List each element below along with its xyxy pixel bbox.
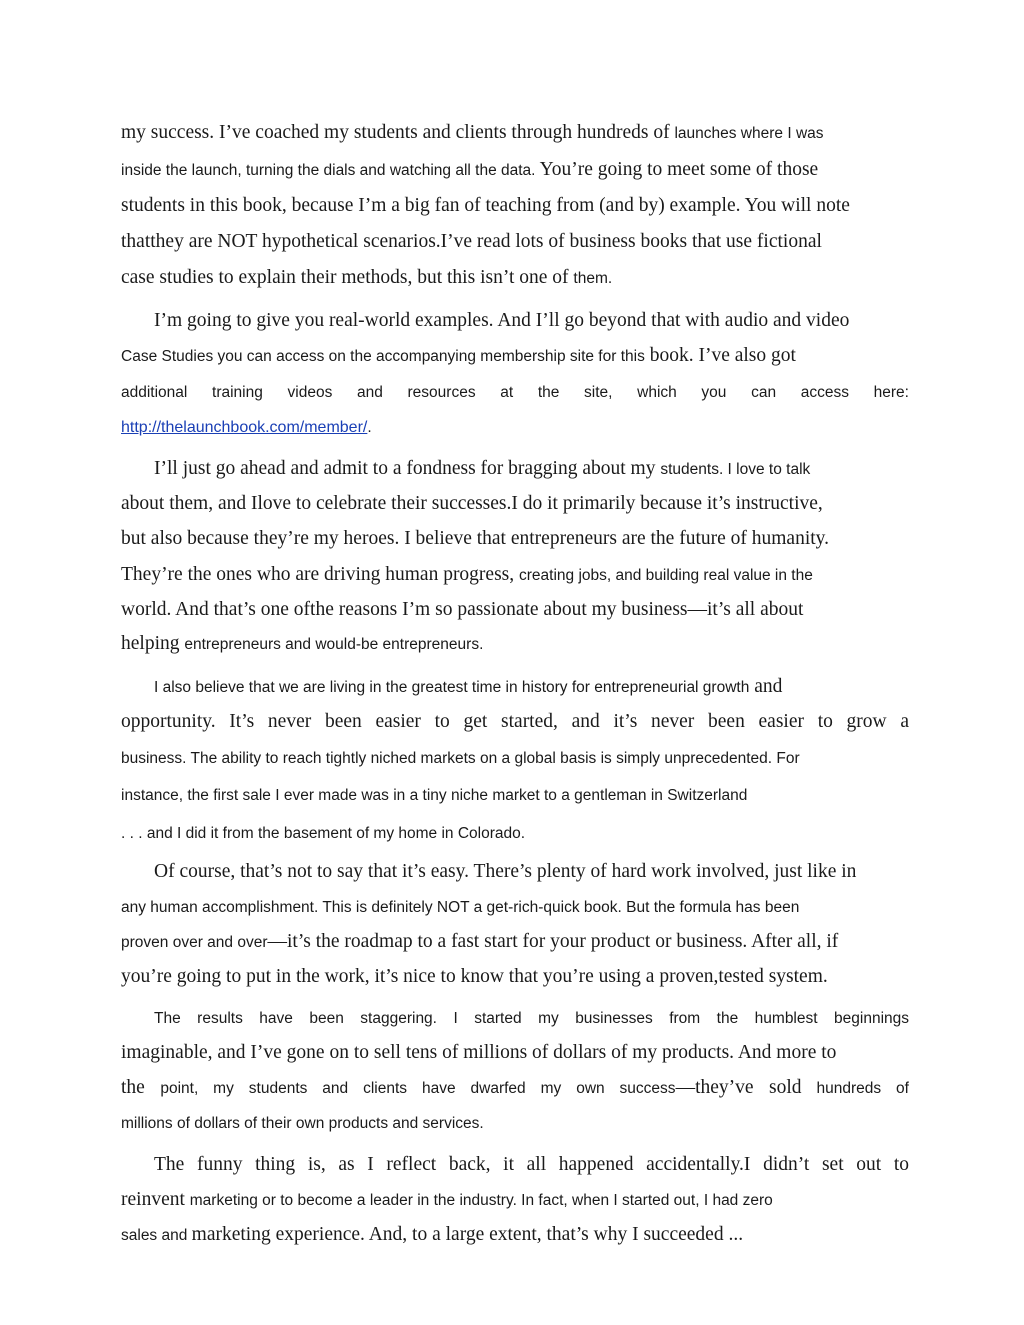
text-line: helping entrepreneurs and would-be entrepreneurs. xyxy=(121,633,484,654)
text-line: The funny thing is, as I reflect back, it all happened accidentally.I didn’t set out to xyxy=(154,1154,909,1175)
text-line: sales and marketing experience. And, to a large extent, that’s why I succeeded ... xyxy=(121,1224,744,1245)
text-line: Case Studies you can access on the accompanying membership site for this book. I’ve also got xyxy=(121,345,796,366)
text-line: . . . and I did it from the basement of my home in Colorado. xyxy=(121,825,526,842)
member-site-link[interactable]: http://thelaunchbook.com/member/ xyxy=(121,419,368,436)
text-line: reinvent marketing or to become a leader in the industry. In fact, when I started out, I had zero xyxy=(121,1189,773,1210)
text-line: millions of dollars of their own products and services. xyxy=(121,1115,484,1132)
text-line: any human accomplishment. This is definitely NOT a get-rich-quick book. But the formula has been xyxy=(121,899,800,916)
text-line: my success. I’ve coached my students and clients through hundreds of launches where I was xyxy=(121,122,824,143)
text-line: I’m going to give you real-world examples. And I’ll go beyond that with audio and video xyxy=(154,310,850,331)
text-line: thatthey are NOT hypothetical scenarios.I’ve read lots of business books that use fictional xyxy=(121,231,822,252)
text-line: They’re the ones who are driving human progress, creating jobs, and building real value in the xyxy=(121,564,813,585)
text-line: business. The ability to reach tightly niched markets on a global basis is simply unprecedented. For xyxy=(121,750,800,767)
text-line: inside the launch, turning the dials and watching all the data. You’re going to meet some of those xyxy=(121,159,819,180)
text-line: http://thelaunchbook.com/member/. xyxy=(121,419,372,436)
text-line: you’re going to put in the work, it’s nice to know that you’re using a proven,tested system. xyxy=(121,966,828,987)
text-line: Of course, that’s not to say that it’s easy. There’s plenty of hard work involved, just like in xyxy=(154,861,857,882)
text-line: I’ll just go ahead and admit to a fondness for bragging about my students. I love to talk xyxy=(154,458,811,479)
text-line: proven over and over—it’s the roadmap to a fast start for your product or business. After all, if xyxy=(121,931,839,952)
text-line: I also believe that we are living in the greatest time in history for entrepreneurial growth and xyxy=(154,676,783,697)
text-line: The results have been staggering. I started my businesses from the humblest beginnings xyxy=(154,1010,909,1027)
text-line: case studies to explain their methods, but this isn’t one of them. xyxy=(121,267,613,288)
text-line: instance, the first sale I ever made was in a tiny niche market to a gentleman in Switzerland xyxy=(121,787,748,804)
text-line: students in this book, because I’m a big fan of teaching from (and by) example. You will note xyxy=(121,195,850,216)
text-line: additional training videos and resources at the site, which you can access here: xyxy=(121,384,909,401)
text-line: world. And that’s one ofthe reasons I’m so passionate about my business—it’s all about xyxy=(121,599,804,620)
text-line: but also because they’re my heroes. I believe that entrepreneurs are the future of humanity. xyxy=(121,528,830,549)
text-line: the point, my students and clients have dwarfed my own success—they’ve sold hundreds of xyxy=(121,1077,909,1098)
text-line: about them, and Ilove to celebrate their successes.I do it primarily because it’s instructive, xyxy=(121,493,823,514)
text-line: opportunity. It’s never been easier to get started, and it’s never been easier to grow a xyxy=(121,711,909,732)
text-line: imaginable, and I’ve gone on to sell tens of millions of dollars of my products. And more to xyxy=(121,1042,837,1063)
